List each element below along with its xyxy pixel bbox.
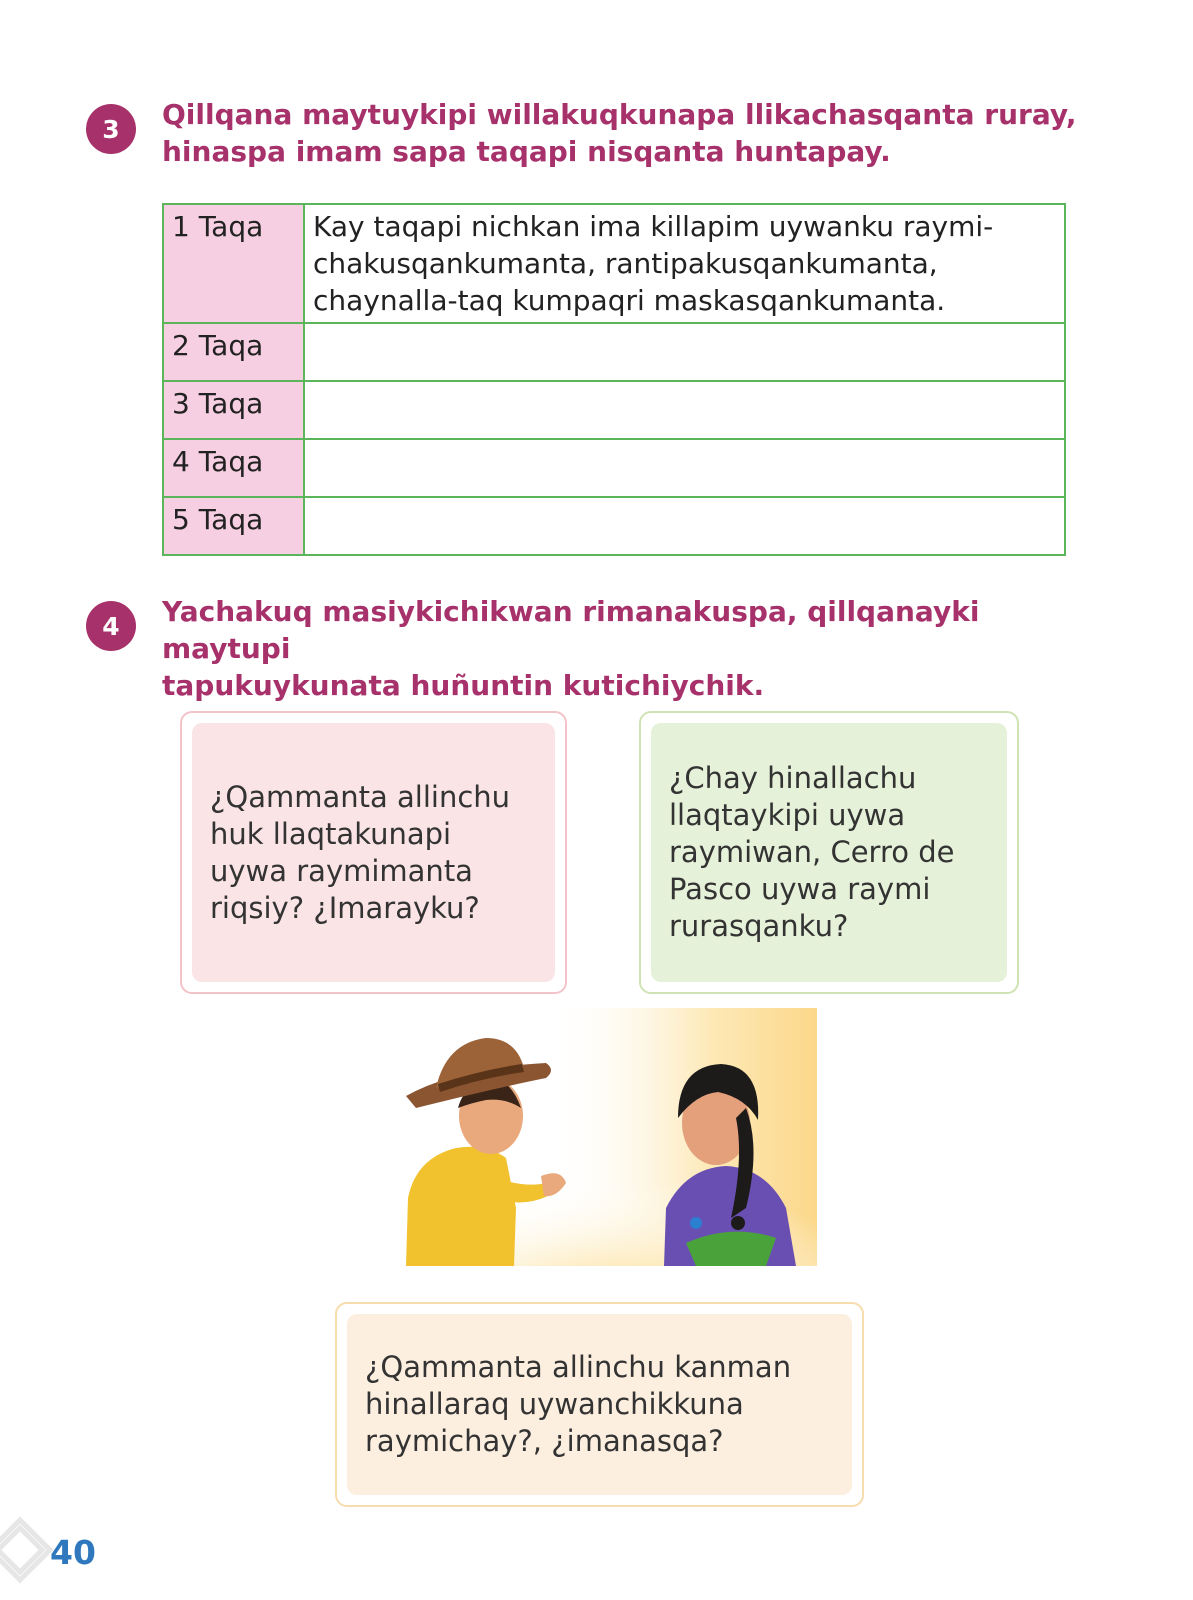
row-content[interactable]: Kay taqapi nichkan ima killapim uywanku raymi-chakusqankumanta, rantipakusqankumanta, chaynalla-taq kumpaqri maskasqankumanta. (304, 204, 1065, 323)
section-4-number-badge: 4 (86, 601, 136, 651)
page-number: 40 (50, 1533, 96, 1572)
table-row (163, 497, 1065, 555)
question-box-1 (180, 711, 567, 994)
section-3-number-badge: 3 (86, 104, 136, 154)
table-row (163, 204, 1065, 323)
section-4-instruction-line1: Yachakuq masiykichikwan rimanakuspa, qillqanayki maytupi (162, 595, 980, 665)
question-box-3 (335, 1302, 864, 1507)
row-label: 3 Taqa (163, 381, 304, 439)
section-4-instruction (162, 593, 1082, 704)
section-3-instruction (162, 96, 1082, 170)
row-content[interactable] (304, 381, 1065, 439)
row-label: 5 Taqa (163, 497, 304, 555)
table-row (163, 381, 1065, 439)
row-label: 1 Taqa (163, 204, 304, 323)
question-2-text: ¿Chay hinallachu llaqtaykipi uywa raymiwan, Cerro de Pasco uywa raymi rurasqanku? (651, 723, 1007, 982)
question-3-text: ¿Qammanta allinchu kanman hinallaraq uywanchikkuna raymichay?, ¿imanasqa? (347, 1314, 852, 1495)
section-3-instruction-line1: Qillqana maytuykipi willakuqkunapa llikachasqanta ruray, (162, 98, 1077, 131)
row-label: 2 Taqa (163, 323, 304, 381)
table-row (163, 323, 1065, 381)
children-talking-illustration (396, 1008, 817, 1266)
table-row (163, 439, 1065, 497)
question-box-2 (639, 711, 1019, 994)
section-3-instruction-line2: hinaspa imam sapa taqapi nisqanta huntapay. (162, 135, 891, 168)
row-label: 4 Taqa (163, 439, 304, 497)
question-1-text: ¿Qammanta allinchu huk llaqtakunapi uywa raymimanta riqsiy? ¿Imarayku? (192, 723, 555, 982)
section-4-instruction-line2: tapukuykunata huñuntin kutichiychik. (162, 669, 765, 702)
row-content[interactable] (304, 439, 1065, 497)
taqa-table (162, 203, 1066, 556)
row-content[interactable] (304, 497, 1065, 555)
row-content[interactable] (304, 323, 1065, 381)
